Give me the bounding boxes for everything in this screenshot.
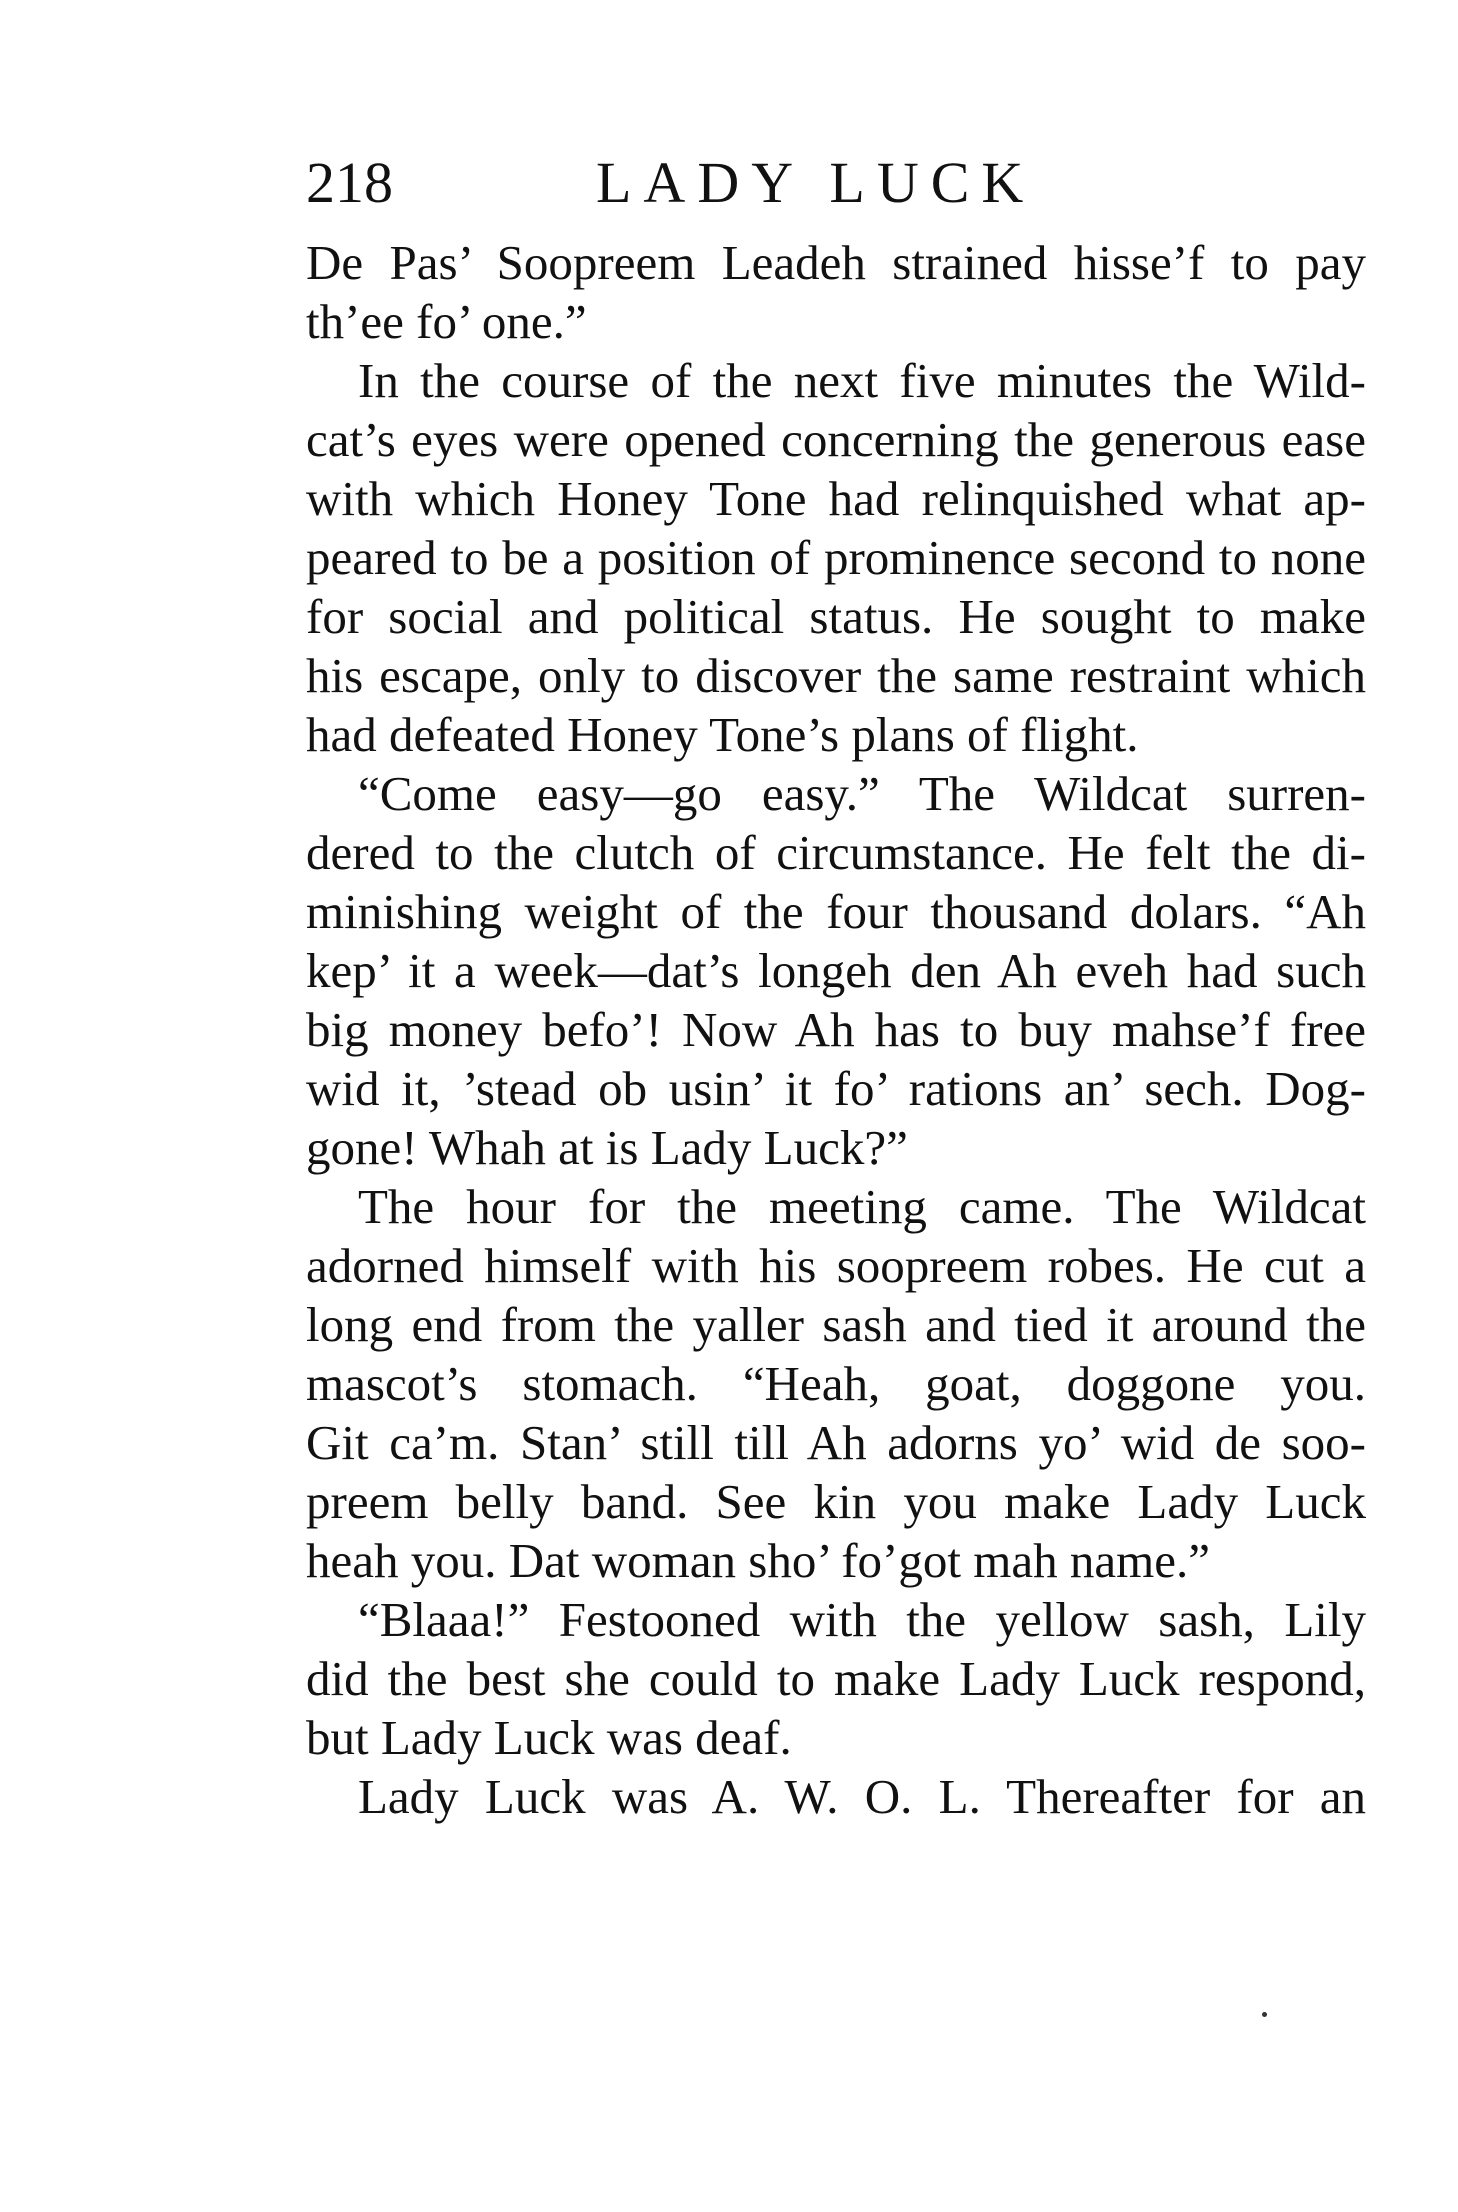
text-line: “Come easy—go easy.” The Wildcat surren-: [358, 766, 1366, 821]
text-line: gone! Whah at is Lady Luck?”: [306, 1120, 908, 1175]
page-number: 218: [306, 150, 393, 215]
text-line: Lady Luck was A. W. O. L. Thereafter for an: [358, 1769, 1366, 1824]
text-line: th’ee fo’ one.”: [306, 294, 587, 349]
text-line: preem belly band. See kin you make Lady Luck: [306, 1474, 1366, 1529]
running-title: LADY LUCK: [596, 150, 1036, 215]
text-line: minishing weight of the four thousand dolars. “Ah: [306, 884, 1366, 939]
text-line: did the best she could to make Lady Luck respond,: [306, 1651, 1366, 1706]
text-line: for social and political status. He sought to make: [306, 589, 1366, 644]
text-line: with which Honey Tone had relinquished what ap-: [306, 471, 1366, 526]
page-header: [306, 148, 1086, 218]
text-line: had defeated Honey Tone’s plans of flight.: [306, 707, 1139, 762]
text-line: “Blaaa!” Festooned with the yellow sash, Lily: [358, 1592, 1366, 1647]
text-line: dered to the clutch of circumstance. He felt the di-: [306, 825, 1366, 880]
ink-speck: [1262, 2012, 1267, 2017]
text-line: kep’ it a week—dat’s longeh den Ah eveh had such: [306, 943, 1366, 998]
text-line: De Pas’ Soopreem Leadeh strained hisse’f to pay: [306, 235, 1366, 290]
text-line: heah you. Dat woman sho’ fo’got mah name.”: [306, 1533, 1210, 1588]
text-line: big money befo’! Now Ah has to buy mahse’f free: [306, 1002, 1366, 1057]
text-line: long end from the yaller sash and tied it around the: [306, 1297, 1366, 1352]
text-line: mascot’s stomach. “Heah, goat, doggone you.: [306, 1356, 1366, 1411]
text-line: cat’s eyes were opened concerning the generous ease: [306, 412, 1366, 467]
text-line: but Lady Luck was deaf.: [306, 1710, 792, 1765]
text-line: In the course of the next five minutes the Wild-: [358, 353, 1366, 408]
text-line: wid it, ’stead ob usin’ it fo’ rations an’ sech. Dog-: [306, 1061, 1366, 1116]
body-text: [306, 233, 1366, 1826]
text-line: peared to be a position of prominence second to none: [306, 530, 1366, 585]
text-line: Git ca’m. Stan’ still till Ah adorns yo’ wid de soo-: [306, 1415, 1366, 1470]
text-line: his escape, only to discover the same restraint which: [306, 648, 1366, 703]
text-line: adorned himself with his soopreem robes. He cut a: [306, 1238, 1366, 1293]
text-line: The hour for the meeting came. The Wildcat: [358, 1179, 1366, 1234]
